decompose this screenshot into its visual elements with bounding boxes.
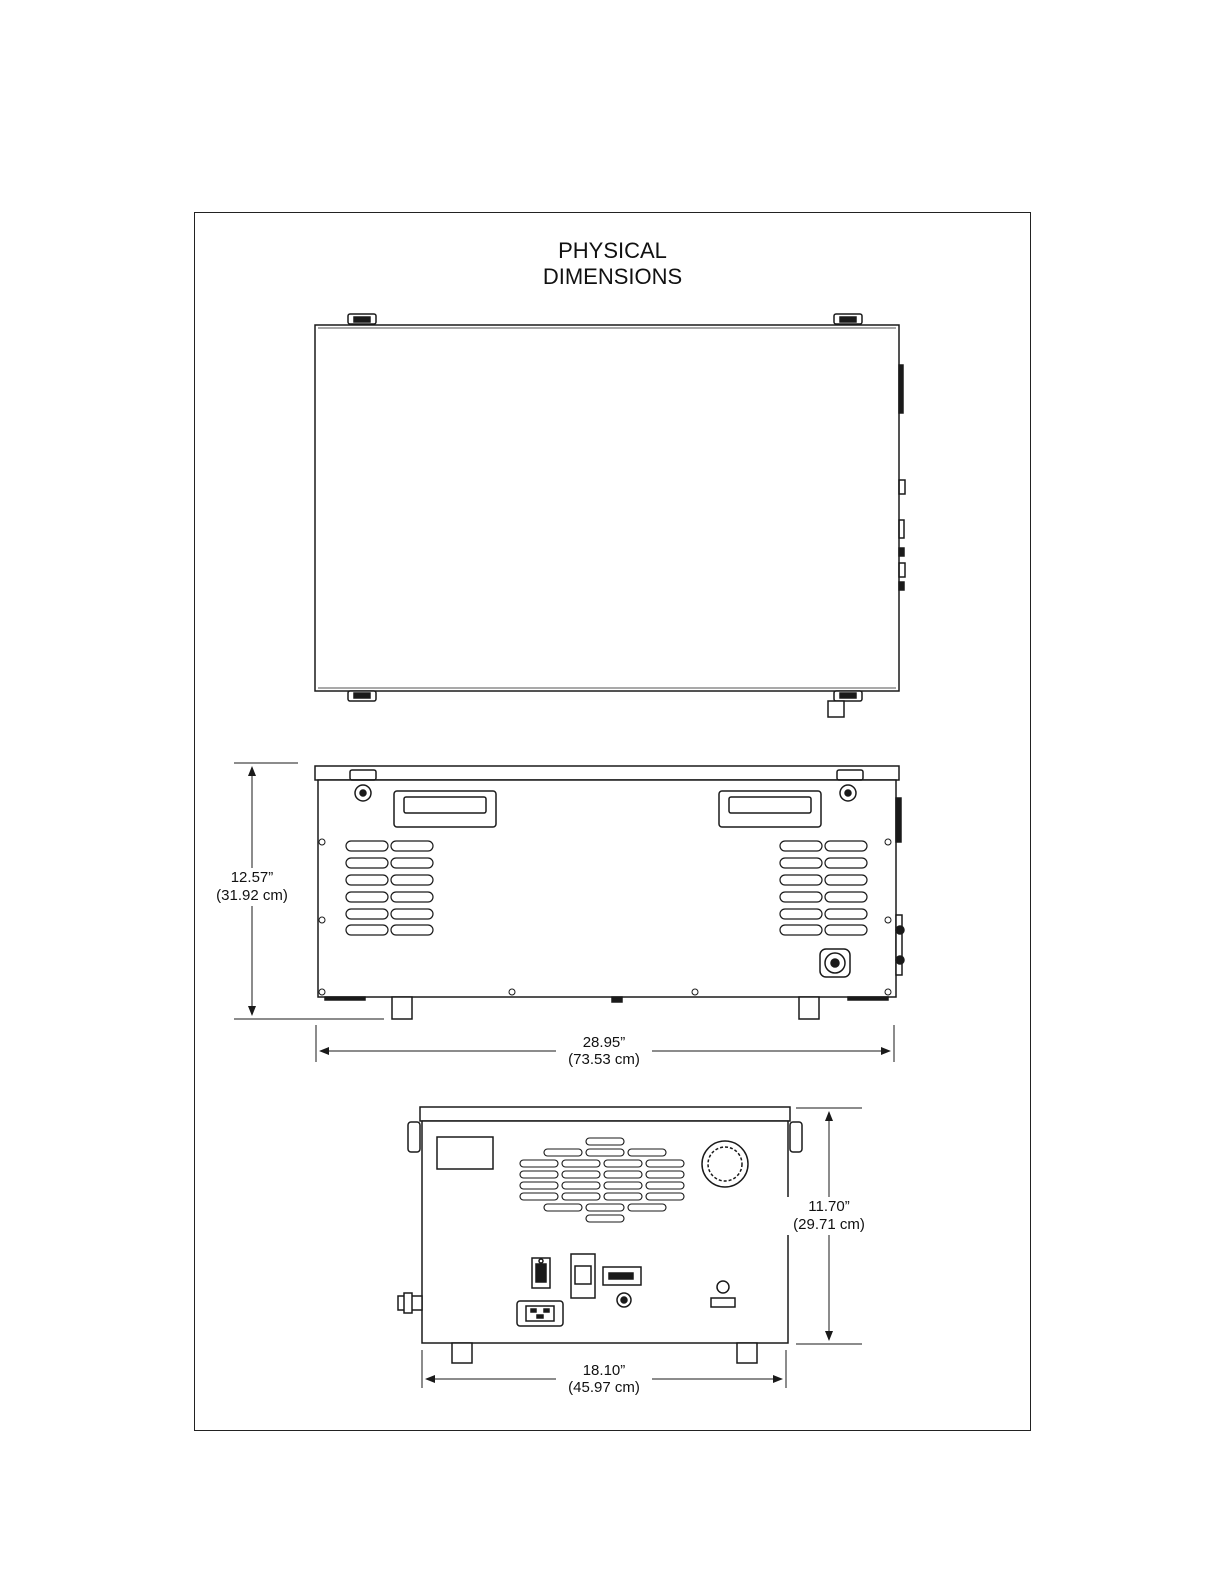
end-height-label: 11.70” [808, 1198, 850, 1215]
side-length-metric: (73.53 cm) [568, 1051, 640, 1068]
latch-top-right [834, 314, 862, 324]
end-foot-left [452, 1343, 472, 1363]
title-line-2: DIMENSIONS [542, 264, 683, 289]
side-view [315, 766, 904, 1019]
end-height-metric: (29.71 cm) [793, 1216, 865, 1233]
side-view-lid [315, 766, 899, 780]
latch-top-left [348, 314, 376, 324]
side-fitting-1 [899, 480, 905, 494]
end-foot-right [737, 1343, 757, 1363]
end-view-body [422, 1121, 788, 1343]
title-line-1: PHYSICAL [558, 238, 667, 263]
foot-left [392, 997, 412, 1019]
latch-bottom-left [348, 691, 376, 701]
side-length-label: 28.95” [582, 1034, 626, 1051]
top-view-body [315, 325, 899, 691]
end-view-lid [420, 1107, 790, 1121]
side-height-metric: (31.92 cm) [216, 887, 288, 904]
side-fitting-2 [899, 520, 904, 538]
latch-bottom-right [828, 691, 862, 717]
foot-right [799, 997, 819, 1019]
top-view [315, 314, 905, 717]
side-height-label: 12.57” [230, 869, 274, 886]
end-width-label: 18.10” [582, 1362, 626, 1379]
end-view [398, 1107, 802, 1363]
side-panel-fitting [899, 365, 903, 413]
end-width-metric: (45.97 cm) [568, 1379, 640, 1396]
